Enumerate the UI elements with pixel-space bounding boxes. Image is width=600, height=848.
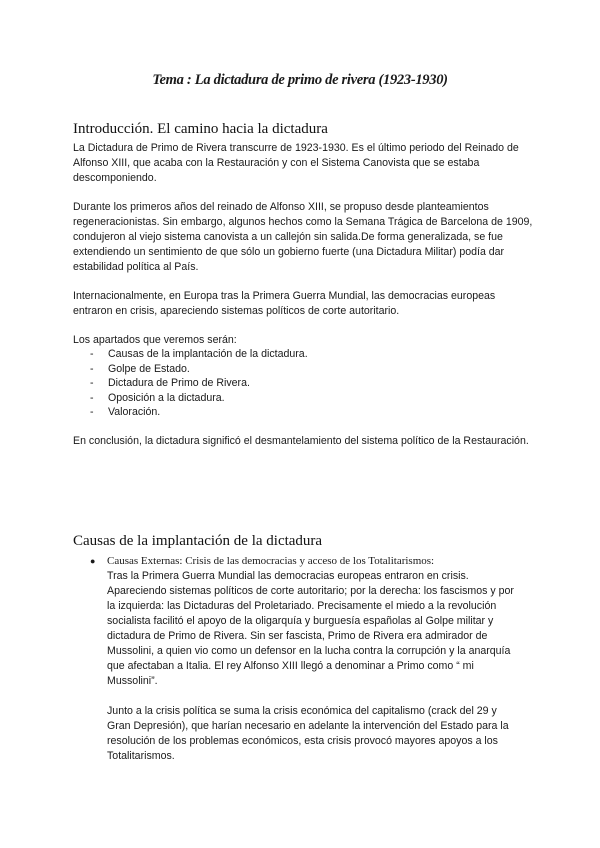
document-title: Tema : La dictadura de primo de rivera (1923-1930): [152, 72, 448, 88]
list-item: - Golpe de Estado.: [90, 362, 308, 377]
list-item: - Dictadura de Primo de Rivera.: [90, 376, 308, 391]
list-item: - Oposición a la dictadura.: [90, 391, 308, 406]
list-item: - Valoración.: [90, 405, 308, 420]
causes-p2-text: Junto a la crisis política se suma la crisis económica del capitalismo (crack del 29 y Gran Depresión), que harían necesario en adelante la intervención del Estado para la resolución de los problemas económicos, esta crisis provocó mayores apoyos a los Totalitarismos.: [107, 705, 509, 762]
list-intro: [73, 333, 533, 348]
intro-paragraph-1: [73, 141, 533, 186]
intro-p1-text: La Dictadura de Primo de Rivera transcurre de 1923-1930. Es el último periodo del Reinado de Alfonso XIII, que acaba con la Restauración y con el Sistema Canovista que se estaba descomponiendo.: [73, 142, 519, 184]
causes-p1-text: Tras la Primera Guerra Mundial las democracias europeas entraron en crisis. Apareciendo sistemas políticos de corte autoritario; por la derecha: los fascismos y por la izquierda: las Dictaduras del Proletariado. Precisamente el miedo a la revolución socialista facilitó el apoyo de la oligarquía y burguesía españolas al Golpe militar y dictadura de Primo de Rivera. Sin ser fascista, Primo de Rivera era admirador de Mussolini, a quien vio como un defensor en la lucha contra la corrupción y la anarquía que afectaban a Italia. El rey Alfonso XIII llegó a denominar a Primo como “ mi Mussolini”.: [107, 570, 514, 687]
causes-heading: Causas de la implantación de la dictadura: [73, 533, 323, 549]
list-item: - Causas de la implantación de la dictadura.: [90, 347, 308, 362]
list-intro-text: Los apartados que veremos serán:: [73, 334, 237, 346]
conclusion-text: En conclusión, la dictadura significó el desmantelamiento del sistema político de la Restauración.: [73, 435, 529, 447]
intro-paragraph-3: [73, 289, 533, 319]
sections-list: [90, 347, 308, 420]
bullet-title: Causas Externas: Crisis de las democracias y acceso de los Totalitarismos:: [107, 555, 435, 567]
intro-p2-text: Durante los primeros años del reinado de Alfonso XIII, se propuso desde planteamientos regeneracionistas. Sin embargo, algunos hechos como la Semana Trágica de Barcelona de 1909, condujeron al viejo sistema canovista a un callejón sin salida.De forma generalizada, se fue extendiendo un sentimiento de que sólo un gobierno fuerte (una Dictadura Militar) podía dar estabilidad política al País.: [73, 201, 533, 273]
bullet-body: [107, 569, 520, 764]
intro-p3-text: Internacionalmente, en Europa tras la Primera Guerra Mundial, las democracias europeas entraron en crisis, apareciendo sistemas políticos de corte autoritario.: [73, 290, 496, 317]
causes-bullet: [90, 554, 520, 764]
intro-paragraph-2: [73, 200, 533, 275]
intro-heading: Introducción. El camino hacia la dictadura: [73, 121, 328, 137]
bullet-dot-icon: ●: [90, 556, 96, 566]
conclusion-paragraph: [73, 434, 533, 449]
